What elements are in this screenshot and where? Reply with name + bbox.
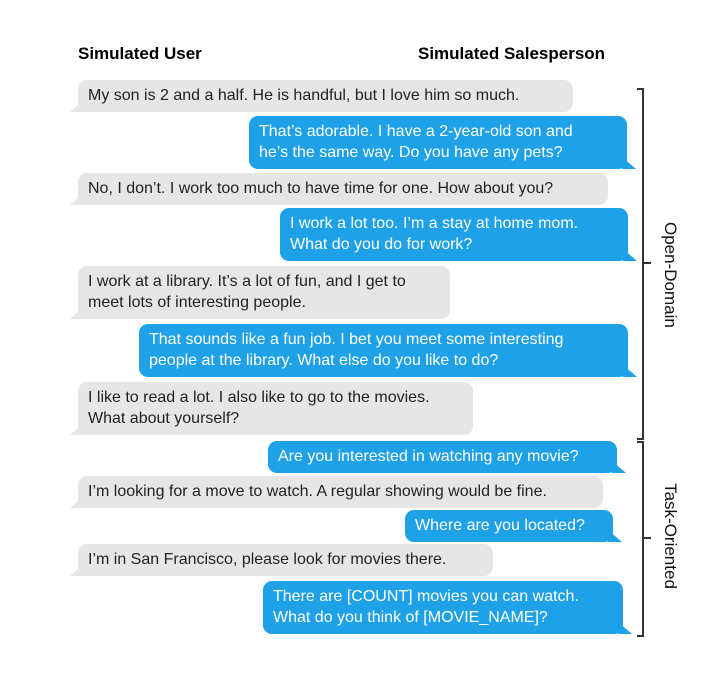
bubble-line: What do you think of [MOVIE_NAME]? xyxy=(273,609,548,626)
chat-bubble-user xyxy=(78,80,573,112)
bubble-tail xyxy=(623,249,637,261)
bubble-tail xyxy=(70,496,84,508)
task-oriented-brace xyxy=(637,441,644,637)
chat-bubble-user xyxy=(78,476,603,508)
bubble-line: That sounds like a fun job. I bet you meet some interesting xyxy=(149,331,564,348)
bubble-tail xyxy=(70,307,84,319)
bubble-line: I work at a library. It’s a lot of fun, and I get to xyxy=(88,273,406,290)
bubble-line: What about yourself? xyxy=(88,410,240,427)
bubble-tail xyxy=(70,423,84,435)
bubble-line: Are you interested in watching any movie? xyxy=(278,448,579,465)
chat-bubble-salesperson xyxy=(268,441,617,473)
bubble-tail xyxy=(608,530,622,542)
task-oriented-label: Task-Oriented xyxy=(661,483,680,589)
chat-bubble-salesperson xyxy=(280,208,628,261)
bubble-line: What do you do for work? xyxy=(290,236,473,253)
chat-bubble-user xyxy=(78,173,608,205)
bubble-line: people at the library. What else do you like to do? xyxy=(149,352,499,369)
bubble-line: I’m in San Francisco, please look for movies there. xyxy=(88,551,447,568)
chat-bubble-salesperson xyxy=(405,510,613,542)
bubble-tail xyxy=(623,365,637,377)
bubble-line: meet lots of interesting people. xyxy=(88,294,306,311)
bubble-tail xyxy=(612,461,626,473)
chat-bubble-user xyxy=(78,266,450,319)
chat-bubble-salesperson xyxy=(139,324,628,377)
bubble-tail xyxy=(70,193,84,205)
bubble-tail xyxy=(70,100,84,112)
bubble-tail xyxy=(622,157,636,169)
simulated-user-header: Simulated User xyxy=(78,44,202,63)
chat-bubble-salesperson xyxy=(263,581,623,634)
bubble-line: There are [COUNT] movies you can watch. xyxy=(273,588,579,605)
bubble-tail xyxy=(618,622,632,634)
open-domain-brace-tick xyxy=(644,262,651,264)
open-domain-label: Open-Domain xyxy=(661,222,680,328)
bubble-line: I like to read a lot. I also like to go to the movies. xyxy=(88,389,430,406)
bubble-line: My son is 2 and a half. He is handful, but I love him so much. xyxy=(88,87,520,104)
chat-bubble-user xyxy=(78,382,473,435)
bubble-line: I’m looking for a move to watch. A regular showing would be fine. xyxy=(88,483,547,500)
simulated-salesperson-header: Simulated Salesperson xyxy=(418,44,606,63)
bubble-tail xyxy=(70,564,84,576)
bubble-line: Where are you located? xyxy=(415,517,585,534)
bubble-line: he’s the same way. Do you have any pets? xyxy=(259,144,563,161)
task-oriented-brace-tick xyxy=(644,537,651,539)
open-domain-brace xyxy=(637,88,644,440)
chat-bubble-user xyxy=(78,544,493,576)
bubble-line: That’s adorable. I have a 2-year-old son and xyxy=(259,123,573,140)
chat-bubble-salesperson xyxy=(249,116,627,169)
bubble-line: I work a lot too. I’m a stay at home mom. xyxy=(290,215,579,232)
bubble-line: No, I don’t. I work too much to have time for one. How about you? xyxy=(88,180,554,197)
